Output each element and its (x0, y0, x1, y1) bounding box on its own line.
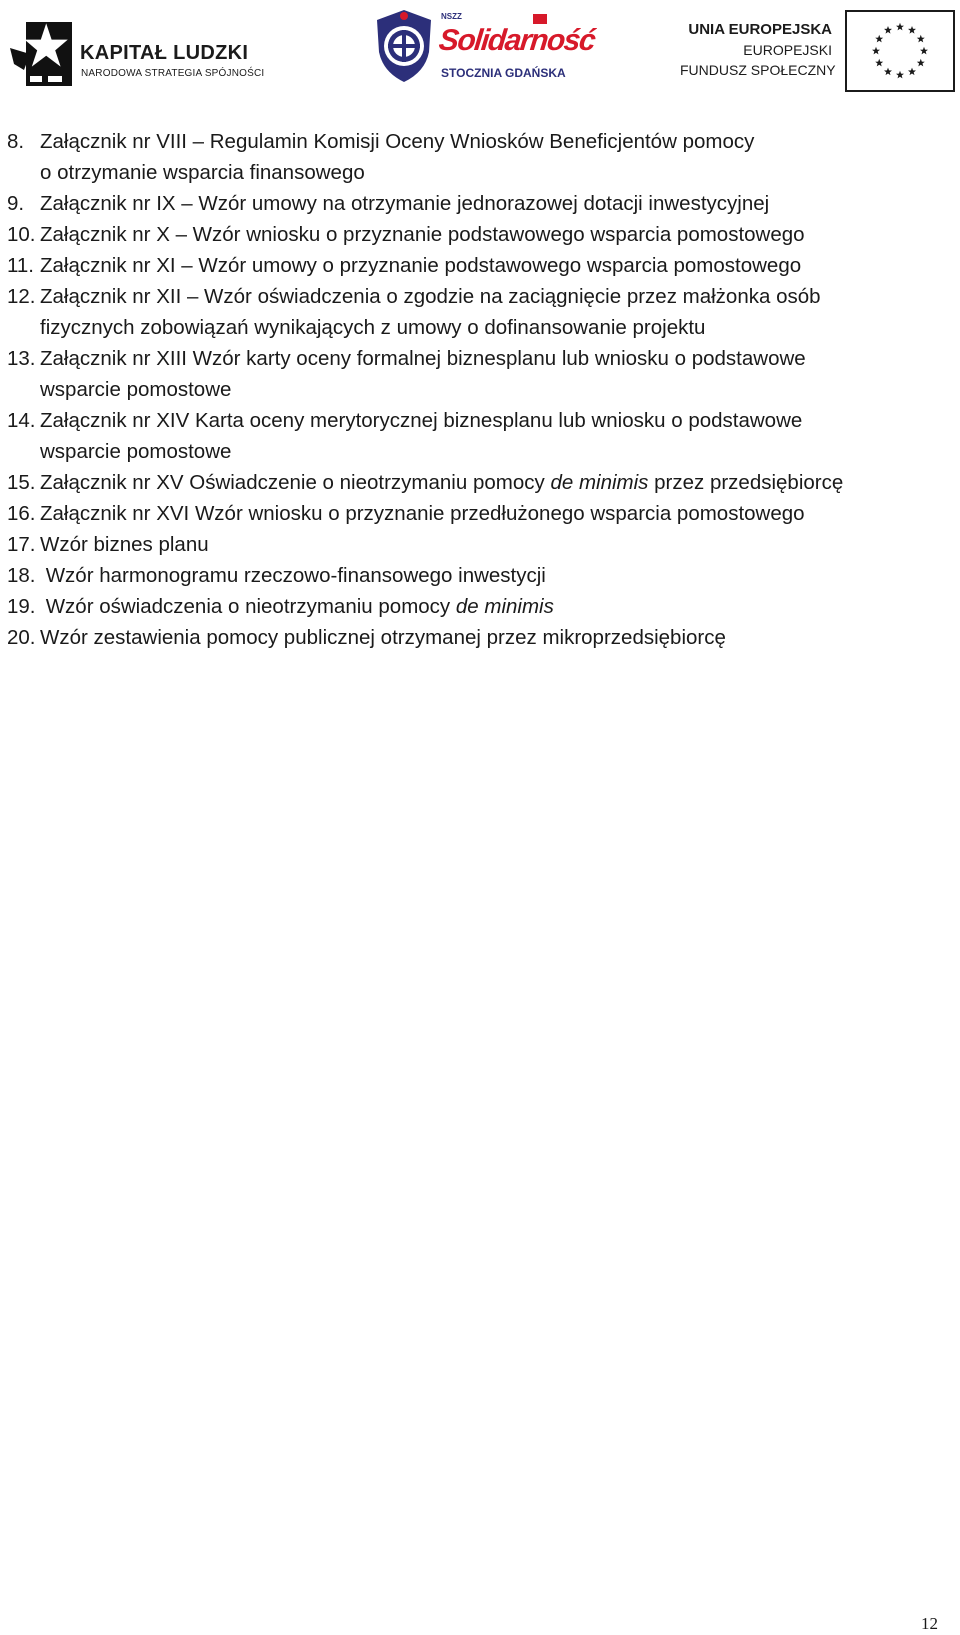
eu-stars-circle-icon (847, 12, 953, 90)
list-item (7, 622, 955, 653)
list-item-text-part: Załącznik nr XV Oświadczenie o nieotrzymaniu pomocy (40, 471, 551, 494)
eu-fund-label-line2: FUNDUSZ SPOŁECZNY (680, 62, 836, 78)
list-item-text (40, 591, 955, 622)
list-item-text: Wzór harmonogramu rzeczowo-finansowego inwestycji (40, 564, 546, 587)
eu-star-icon (884, 68, 892, 76)
eu-logo (680, 10, 960, 94)
list-item-text: Załącznik nr XIII Wzór karty oceny formalnej biznesplanu lub wniosku o podstawowe (40, 347, 806, 370)
list-item-number: 20. (7, 626, 36, 649)
list-item-number: 9. (7, 192, 25, 215)
eu-star-icon (920, 47, 928, 55)
page-number: 12 (921, 1614, 938, 1633)
list-item-number: 11. (7, 254, 34, 277)
kapital-ludzki-subtitle: NARODOWA STRATEGIA SPÓJNOŚCI (81, 68, 265, 79)
list-item-text: Załącznik nr XI – Wzór umowy o przyznanie podstawowego wsparcia pomostowego (40, 254, 802, 277)
eu-star-icon (917, 35, 925, 43)
list-item-text-part: przez przedsiębiorcę (648, 471, 844, 494)
list-item-number: 10. (7, 223, 36, 246)
list-item-text: Załącznik nr XVI Wzór wniosku o przyznanie przedłużonego wsparcia pomostowego (40, 502, 805, 525)
list-item-number: 14. (7, 409, 36, 432)
list-item (7, 126, 955, 188)
list-item-text: wsparcie pomostowe (40, 378, 232, 401)
list-item-number: 12. (7, 285, 36, 308)
list-item (7, 498, 955, 529)
solidarnosc-wordmark: Solidarność (437, 24, 597, 57)
list-item-text: Załącznik nr VIII – Regulamin Komisji Oceny Wniosków Beneficjentów pomocy (40, 130, 755, 153)
list-item-number: 18. (7, 564, 36, 587)
list-item-text: wsparcie pomostowe (40, 440, 232, 463)
list-item-text: Wzór biznes planu (40, 533, 209, 556)
eu-star-icon (872, 47, 880, 55)
list-item-text: Załącznik nr XII – Wzór oświadczenia o zgodzie na zaciągnięcie przez małżonka osób (40, 285, 821, 308)
list-item-number: 19. (7, 595, 36, 618)
list-item-italic-term: de minimis (550, 471, 649, 494)
eu-union-label: UNIA EUROPEJSKA (688, 21, 832, 38)
list-item (7, 529, 955, 560)
list-item (7, 281, 955, 343)
list-item-text (40, 467, 955, 498)
eu-fund-label-line1: EUROPEJSKI (743, 42, 832, 58)
list-item-number: 13. (7, 347, 36, 370)
attachments-list (7, 126, 955, 653)
eu-star-icon (908, 68, 916, 76)
list-item (7, 591, 955, 622)
nszz-label: NSZZ (441, 12, 462, 21)
eu-star-icon (896, 23, 904, 31)
list-item-number: 17. (7, 533, 36, 556)
list-item (7, 560, 955, 591)
eu-star-icon (875, 59, 883, 67)
solidarnosc-flag-icon (533, 14, 547, 24)
list-item-number: 8. (7, 130, 25, 153)
list-item-text: o otrzymanie wsparcia finansowego (40, 161, 365, 184)
list-item (7, 250, 955, 281)
list-item-number: 16. (7, 502, 36, 525)
list-item-text-part: Wzór oświadczenia o nieotrzymaniu pomocy (40, 595, 456, 618)
list-item-text: Załącznik nr IX – Wzór umowy na otrzymanie jednorazowej dotacji inwestycyjnej (40, 192, 770, 215)
stocznia-gdanska-shield-emblem-icon (373, 8, 435, 84)
list-item (7, 188, 955, 219)
list-item-text: Wzór zestawienia pomocy publicznej otrzymanej przez mikroprzedsiębiorcę (40, 626, 726, 649)
eu-stars-flag-icon (845, 10, 955, 92)
list-item-text: Załącznik nr XIV Karta oceny merytorycznej biznesplanu lub wniosku o podstawowe (40, 409, 803, 432)
list-item-italic-term: de minimis (455, 595, 554, 618)
list-item (7, 219, 955, 250)
eu-text-block (680, 20, 836, 80)
kapital-ludzki-title: KAPITAŁ LUDZKI (80, 42, 249, 64)
stocznia-gdanska-label: STOCZNIA GDAŃSKA (441, 66, 566, 80)
eu-star-icon (917, 59, 925, 67)
list-item-number: 15. (7, 471, 36, 494)
list-item (7, 467, 955, 498)
list-item (7, 405, 955, 467)
eu-star-icon (908, 26, 916, 34)
kapital-ludzki-star-emblem-icon (8, 18, 74, 90)
list-item (7, 343, 955, 405)
eu-star-icon (896, 71, 904, 79)
kapital-ludzki-logo (8, 18, 265, 90)
list-item-text: fizycznych zobowiązań wynikających z umowy o dofinansowanie projektu (40, 316, 706, 339)
solidarnosc-logo (373, 8, 597, 86)
document-header (0, 0, 960, 100)
eu-star-icon (875, 35, 883, 43)
eu-star-icon (884, 26, 892, 34)
list-item-text: Załącznik nr X – Wzór wniosku o przyznanie podstawowego wsparcia pomostowego (40, 223, 805, 246)
